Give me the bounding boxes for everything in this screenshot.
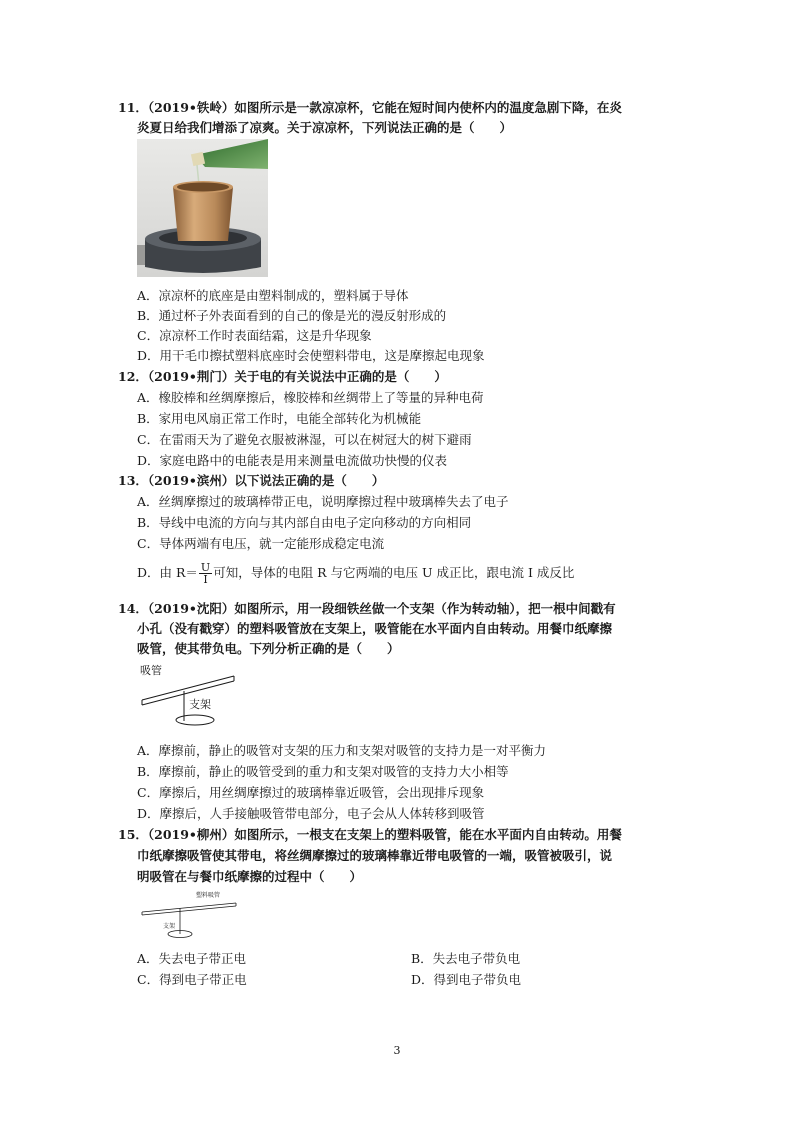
question-14-option-d: D．摩擦后，人手接触吸管带电部分，电子会从人体转移到吸管 (137, 806, 485, 821)
question-13-option-d (137, 561, 574, 585)
option-d-prefix: D．由 R＝ (137, 565, 198, 580)
question-13-stem: 13．（2019•滨州）以下说法正确的是（ ） (118, 473, 385, 488)
question-14-stem-line1: 14．（2019•沈阳）如图所示，用一段细铁丝做一个支架（作为转动轴），把一根中间戳有 (118, 601, 616, 616)
question-13-option-b: B．导线中电流的方向与其内部自由电子定向移动的方向相同 (137, 515, 472, 530)
resistance-fraction (199, 562, 212, 585)
question-15-option-c: C．得到电子带正电 (137, 972, 247, 987)
question-13-option-c: C．导体两端有电压，就一定能形成稳定电流 (137, 536, 385, 551)
question-12-option-a: A．橡胶棒和丝绸摩擦后，橡胶棒和丝绸带上了等量的异种电荷 (137, 390, 484, 405)
question-15-stem-line2: 巾纸摩擦吸管使其带电，将丝绸摩擦过的玻璃棒靠近带电吸管的一端，吸管被吸引，说 (137, 848, 613, 863)
question-11-option-d: D．用干毛巾擦拭塑料底座时会使塑料带电，这是摩擦起电现象 (137, 348, 485, 363)
fraction-denominator: I (203, 573, 208, 586)
question-11-stem-line2: 炎夏日给我们增添了凉爽。关于凉凉杯，下列说法正确的是（ ） (137, 120, 513, 135)
cooling-cup-photo (137, 139, 268, 277)
question-15-stem-line1: 15．（2019•柳州）如图所示，一根支在支架上的塑料吸管，能在水平面内自由转动。用餐 (118, 827, 622, 842)
question-14-option-a: A．摩擦前，静止的吸管对支架的压力和支架对吸管的支持力是一对平衡力 (137, 743, 547, 758)
question-15-stem-line3: 明吸管在与餐巾纸摩擦的过程中（ ） (137, 869, 363, 884)
question-14-stem-line3: 吸管，使其带负电。下列分析正确的是（ ） (137, 641, 400, 656)
question-11-option-a: A．凉凉杯的底座是由塑料制成的，塑料属于导体 (137, 288, 409, 303)
question-11-option-c: C．凉凉杯工作时表面结霜，这是升华现象 (137, 328, 372, 343)
question-12-stem: 12．（2019•荆门）关于电的有关说法中正确的是（ ） (118, 369, 447, 384)
question-12-option-c: C．在雷雨天为了避免衣服被淋湿，可以在树冠大的树下避雨 (137, 432, 472, 447)
question-11-option-b: B．通过杯子外表面看到的自己的像是光的漫反射形成的 (137, 308, 447, 323)
plastic-straw-label: 塑料吸管 (196, 892, 221, 899)
page-number: 3 (393, 1044, 401, 1057)
question-14-option-c: C．摩擦后，用丝绸摩擦过的玻璃棒靠近吸管，会出现排斥现象 (137, 785, 485, 800)
question-14-stem-line2: 小孔（没有戳穿）的塑料吸管放在支架上，吸管能在水平面内自由转动。用餐巾纸摩擦 (137, 621, 613, 636)
stand-label: 支架 (189, 698, 211, 711)
stand-label-small: 支架 (163, 923, 176, 930)
question-13-option-a: A．丝绸摩擦过的玻璃棒带正电，说明摩擦过程中玻璃棒失去了电子 (137, 494, 509, 509)
question-15-option-a: A．失去电子带正电 (137, 951, 247, 966)
question-14-option-b: B．摩擦前，静止的吸管受到的重力和支架对吸管的支持力大小相等 (137, 764, 509, 779)
question-11-stem-line1: 11．（2019•铁岭）如图所示是一款凉凉杯，它能在短时间内使杯内的温度急剧下降，在炎 (118, 100, 622, 115)
question-15-option-d: D．得到电子带负电 (411, 972, 522, 987)
plastic-straw-diagram (140, 892, 240, 942)
straw-stand-diagram (138, 663, 248, 735)
fraction-numerator: U (200, 561, 211, 574)
question-12-option-b: B．家用电风扇正常工作时，电能全部转化为机械能 (137, 411, 422, 426)
question-12-option-d: D．家庭电路中的电能表是用来测量电流做功快慢的仪表 (137, 453, 448, 468)
option-d-suffix: 可知，导体的电阻 R 与它两端的电压 U 成正比，跟电流 I 成反比 (213, 565, 575, 580)
question-15-option-b: B．失去电子带负电 (411, 951, 521, 966)
straw-label: 吸管 (140, 664, 162, 677)
